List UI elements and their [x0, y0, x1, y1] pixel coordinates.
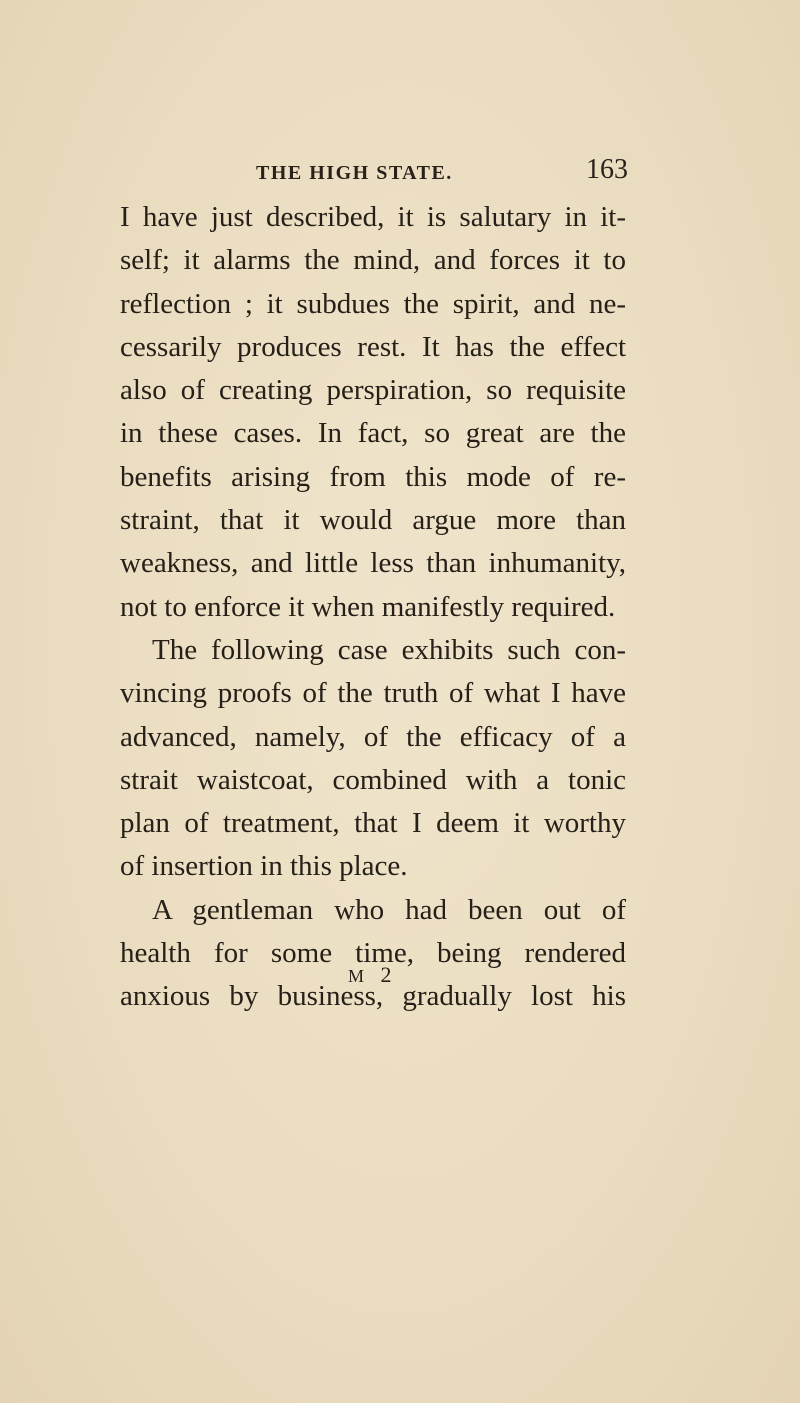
running-head: THE HIGH STATE. — [256, 162, 453, 184]
signature-letter: M — [348, 966, 371, 986]
text-line: vincing proofs of the truth of what I have — [120, 677, 626, 710]
text-line: weakness, and little less than inhumanity, — [120, 547, 626, 580]
text-line: health for some time, being rendered — [120, 937, 626, 970]
text-line: reflection ; it subdues the spirit, and ne- — [120, 287, 626, 320]
text-line: The following case exhibits such con- — [152, 633, 626, 666]
text-line: anxious by business, gradually lost his — [120, 980, 626, 1013]
text-line: I have just described, it is salutary in it- — [120, 201, 626, 233]
text-line: in these cases. In fact, so great are the — [120, 417, 626, 450]
text-line: also of creating perspiration, so requisite — [120, 374, 626, 407]
text-line: self; it alarms the mind, and forces it to — [120, 244, 626, 277]
signature-number: 2 — [380, 962, 392, 987]
text-line: of insertion in this place. — [120, 850, 408, 883]
body-text — [120, 196, 626, 1019]
page-number: 163 — [586, 154, 628, 185]
signature-mark — [348, 962, 392, 988]
text-line: A gentleman who had been out of — [152, 893, 626, 926]
text-line: advanced, namely, of the efficacy of a — [120, 720, 626, 753]
text-line: cessarily produces rest. It has the effect — [120, 330, 626, 363]
text-line: straint, that it would argue more than — [120, 504, 626, 537]
text-line: benefits arising from this mode of re- — [120, 460, 626, 493]
text-line: plan of treatment, that I deem it worthy — [120, 807, 626, 840]
page-header — [236, 150, 628, 190]
text-line: strait waistcoat, combined with a tonic — [120, 763, 626, 796]
text-line: not to enforce it when manifestly required. — [120, 590, 616, 623]
